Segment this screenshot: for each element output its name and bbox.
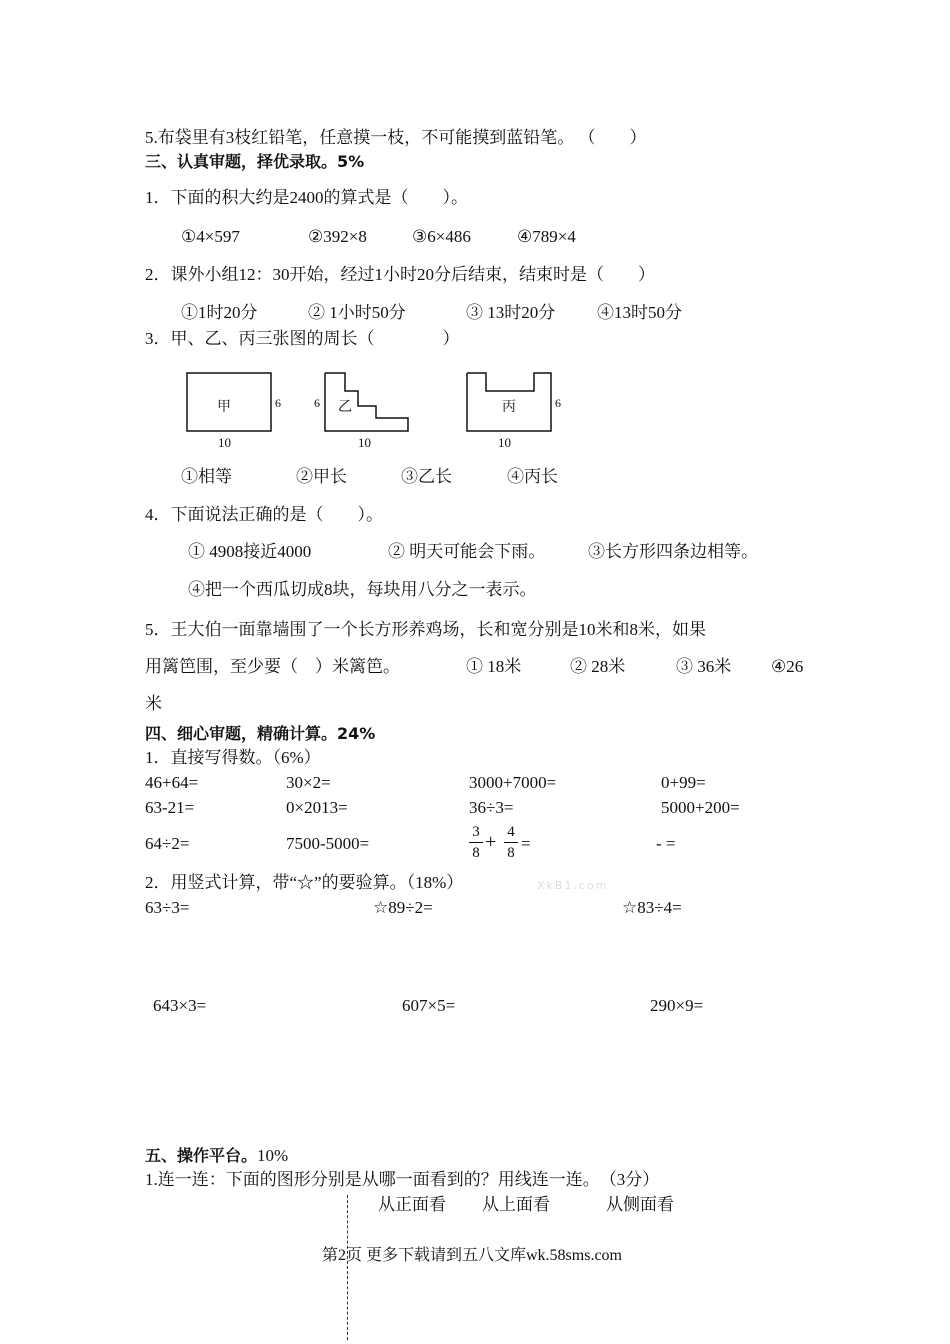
s4-q1-r2-c1: 63-21= (145, 798, 195, 817)
figure-bing-height: 6 (555, 396, 561, 410)
fraction-4-8-bar (504, 842, 518, 843)
s3-q2-stem: 2．课外小组12：30开始，经过1小时20分后结束，结束时是（ ） (145, 265, 655, 284)
fraction-equals: = (521, 834, 531, 853)
s4-q2-stem: 2．用竖式计算，带“☆”的要验算。（18%） (145, 873, 464, 892)
s4-q1-r3-c4: - = (656, 834, 676, 853)
figure-yi-label: 乙 (338, 400, 352, 415)
view-top-label: 从上面看 (482, 1195, 550, 1214)
s4-q1-r2-c4: 5000+200= (661, 798, 740, 817)
section-3-heading: 三、认真审题，择优录取。5% (145, 152, 365, 171)
watermark: XkB1.com (537, 879, 609, 892)
s4-q1-r1-c1: 46+64= (145, 773, 199, 792)
s4-q1-r1-c4: 0+99= (661, 773, 706, 792)
section-5-heading: 五、操作平台。 (145, 1146, 258, 1165)
figure-jia-label: 甲 (217, 400, 231, 415)
figure-bing-width: 10 (498, 435, 511, 450)
figure-bing-label: 丙 (502, 400, 516, 415)
s4-q1-r2-c2: 0×2013= (286, 798, 348, 817)
s3-q5-option-2: ② 28米 (570, 657, 626, 676)
s4-q1-r3-c2: 7500-5000= (286, 834, 370, 853)
figure-jia-width: 10 (218, 435, 231, 450)
plus-sign: + (485, 831, 497, 853)
s4-q1-r1-c2: 30×2= (286, 773, 331, 792)
section-5-pct: 10% (257, 1146, 289, 1165)
s3-q2-option-3: ③ 13时20分 (466, 303, 556, 322)
fraction-3-8-denominator: 8 (472, 845, 480, 861)
s4-q1-r2-c3: 36÷3= (469, 798, 514, 817)
s4-q1-r3-c1: 64÷2= (145, 834, 190, 853)
s4-q1-stem: 1．直接写得数。（6%） (145, 748, 321, 767)
s4-q2-r1-c3: ☆83÷4= (622, 898, 682, 917)
s3-q4-option-1: ① 4908接近4000 (188, 542, 312, 561)
fraction-3-8-numerator: 3 (472, 824, 480, 840)
fraction-3-8 (469, 823, 483, 862)
page-footer: 第2页 更多下载请到五八文库wk.58sms.com (322, 1247, 623, 1264)
section-5-heading-row (145, 1146, 288, 1166)
view-front-label: 从正面看 (378, 1195, 446, 1214)
s4-q2-r2-c3: 290×9= (650, 996, 704, 1015)
fraction-4-8 (504, 823, 518, 862)
s3-q1-option-2: ②392×8 (308, 227, 367, 246)
s4-q1-r1-c3: 3000+7000= (469, 773, 557, 792)
s3-q4-option-2: ② 明天可能会下雨。 (388, 542, 546, 561)
s3-q5-line1: 5．王大伯一面靠墙围了一个长方形养鸡场，长和宽分别是10米和8米，如果 (145, 620, 706, 639)
s3-q3-option-4: ④丙长 (507, 467, 558, 486)
s4-q2-r2-c2: 607×5= (402, 996, 456, 1015)
s3-q1-option-4: ④789×4 (517, 227, 576, 246)
s3-q5-option-4: ④26 (771, 657, 804, 676)
fraction-3-8-bar (469, 842, 483, 843)
s3-q5-line3: 米 (145, 694, 162, 713)
binding-dashed-line (347, 1195, 348, 1340)
section-4-heading: 四、细心审题，精确计算。24% (145, 724, 376, 743)
figure-yi-height: 6 (314, 396, 320, 410)
s3-q5-option-3: ③ 36米 (676, 657, 732, 676)
s3-q2-option-4: ④13时50分 (597, 303, 682, 322)
s3-q3-option-1: ①相等 (181, 467, 232, 486)
s3-q3-stem: 3．甲、乙、丙三张图的周长（ ） (145, 329, 460, 348)
s3-q1-option-3: ③6×486 (412, 227, 471, 246)
s3-q4-option-4: ④把一个西瓜切成8块，每块用八分之一表示。 (188, 580, 537, 599)
figure-jia (180, 368, 290, 448)
figure-jia-height: 6 (275, 396, 281, 410)
prev-question-5: 5.布袋里有3枝红铅笔，任意摸一枝，不可能摸到蓝铅笔。 （ ） (145, 128, 647, 147)
s3-q4-option-3: ③长方形四条边相等。 (588, 542, 758, 561)
s3-q2-option-2: ② 1小时50分 (308, 303, 406, 322)
figure-yi-width: 10 (358, 435, 371, 450)
s3-q1-option-1: ①4×597 (181, 227, 240, 246)
s4-q2-r1-c2: ☆89÷2= (373, 898, 433, 917)
s3-q1-stem: 1．下面的积大约是2400的算式是（ ）。 (145, 188, 468, 207)
s5-q1-stem: 1.连一连：下面的图形分别是从哪一面看到的？用线连一连。 （3分） (145, 1170, 660, 1189)
s4-q2-r2-c1: 643×3= (153, 996, 207, 1015)
s3-q5-option-1: ① 18米 (466, 657, 522, 676)
s3-q3-option-2: ②甲长 (296, 467, 347, 486)
view-side-label: 从侧面看 (606, 1195, 674, 1214)
fraction-4-8-numerator: 4 (507, 824, 515, 840)
s3-q3-option-3: ③乙长 (401, 467, 452, 486)
s3-q4-stem: 4．下面说法正确的是（ ）。 (145, 505, 383, 524)
fraction-4-8-denominator: 8 (507, 845, 515, 861)
s3-q5-line2: 用篱笆围，至少要（ ）米篱笆。 (145, 657, 400, 676)
s4-q2-r1-c1: 63÷3= (145, 898, 190, 917)
s3-q2-option-1: ①1时20分 (181, 303, 258, 322)
